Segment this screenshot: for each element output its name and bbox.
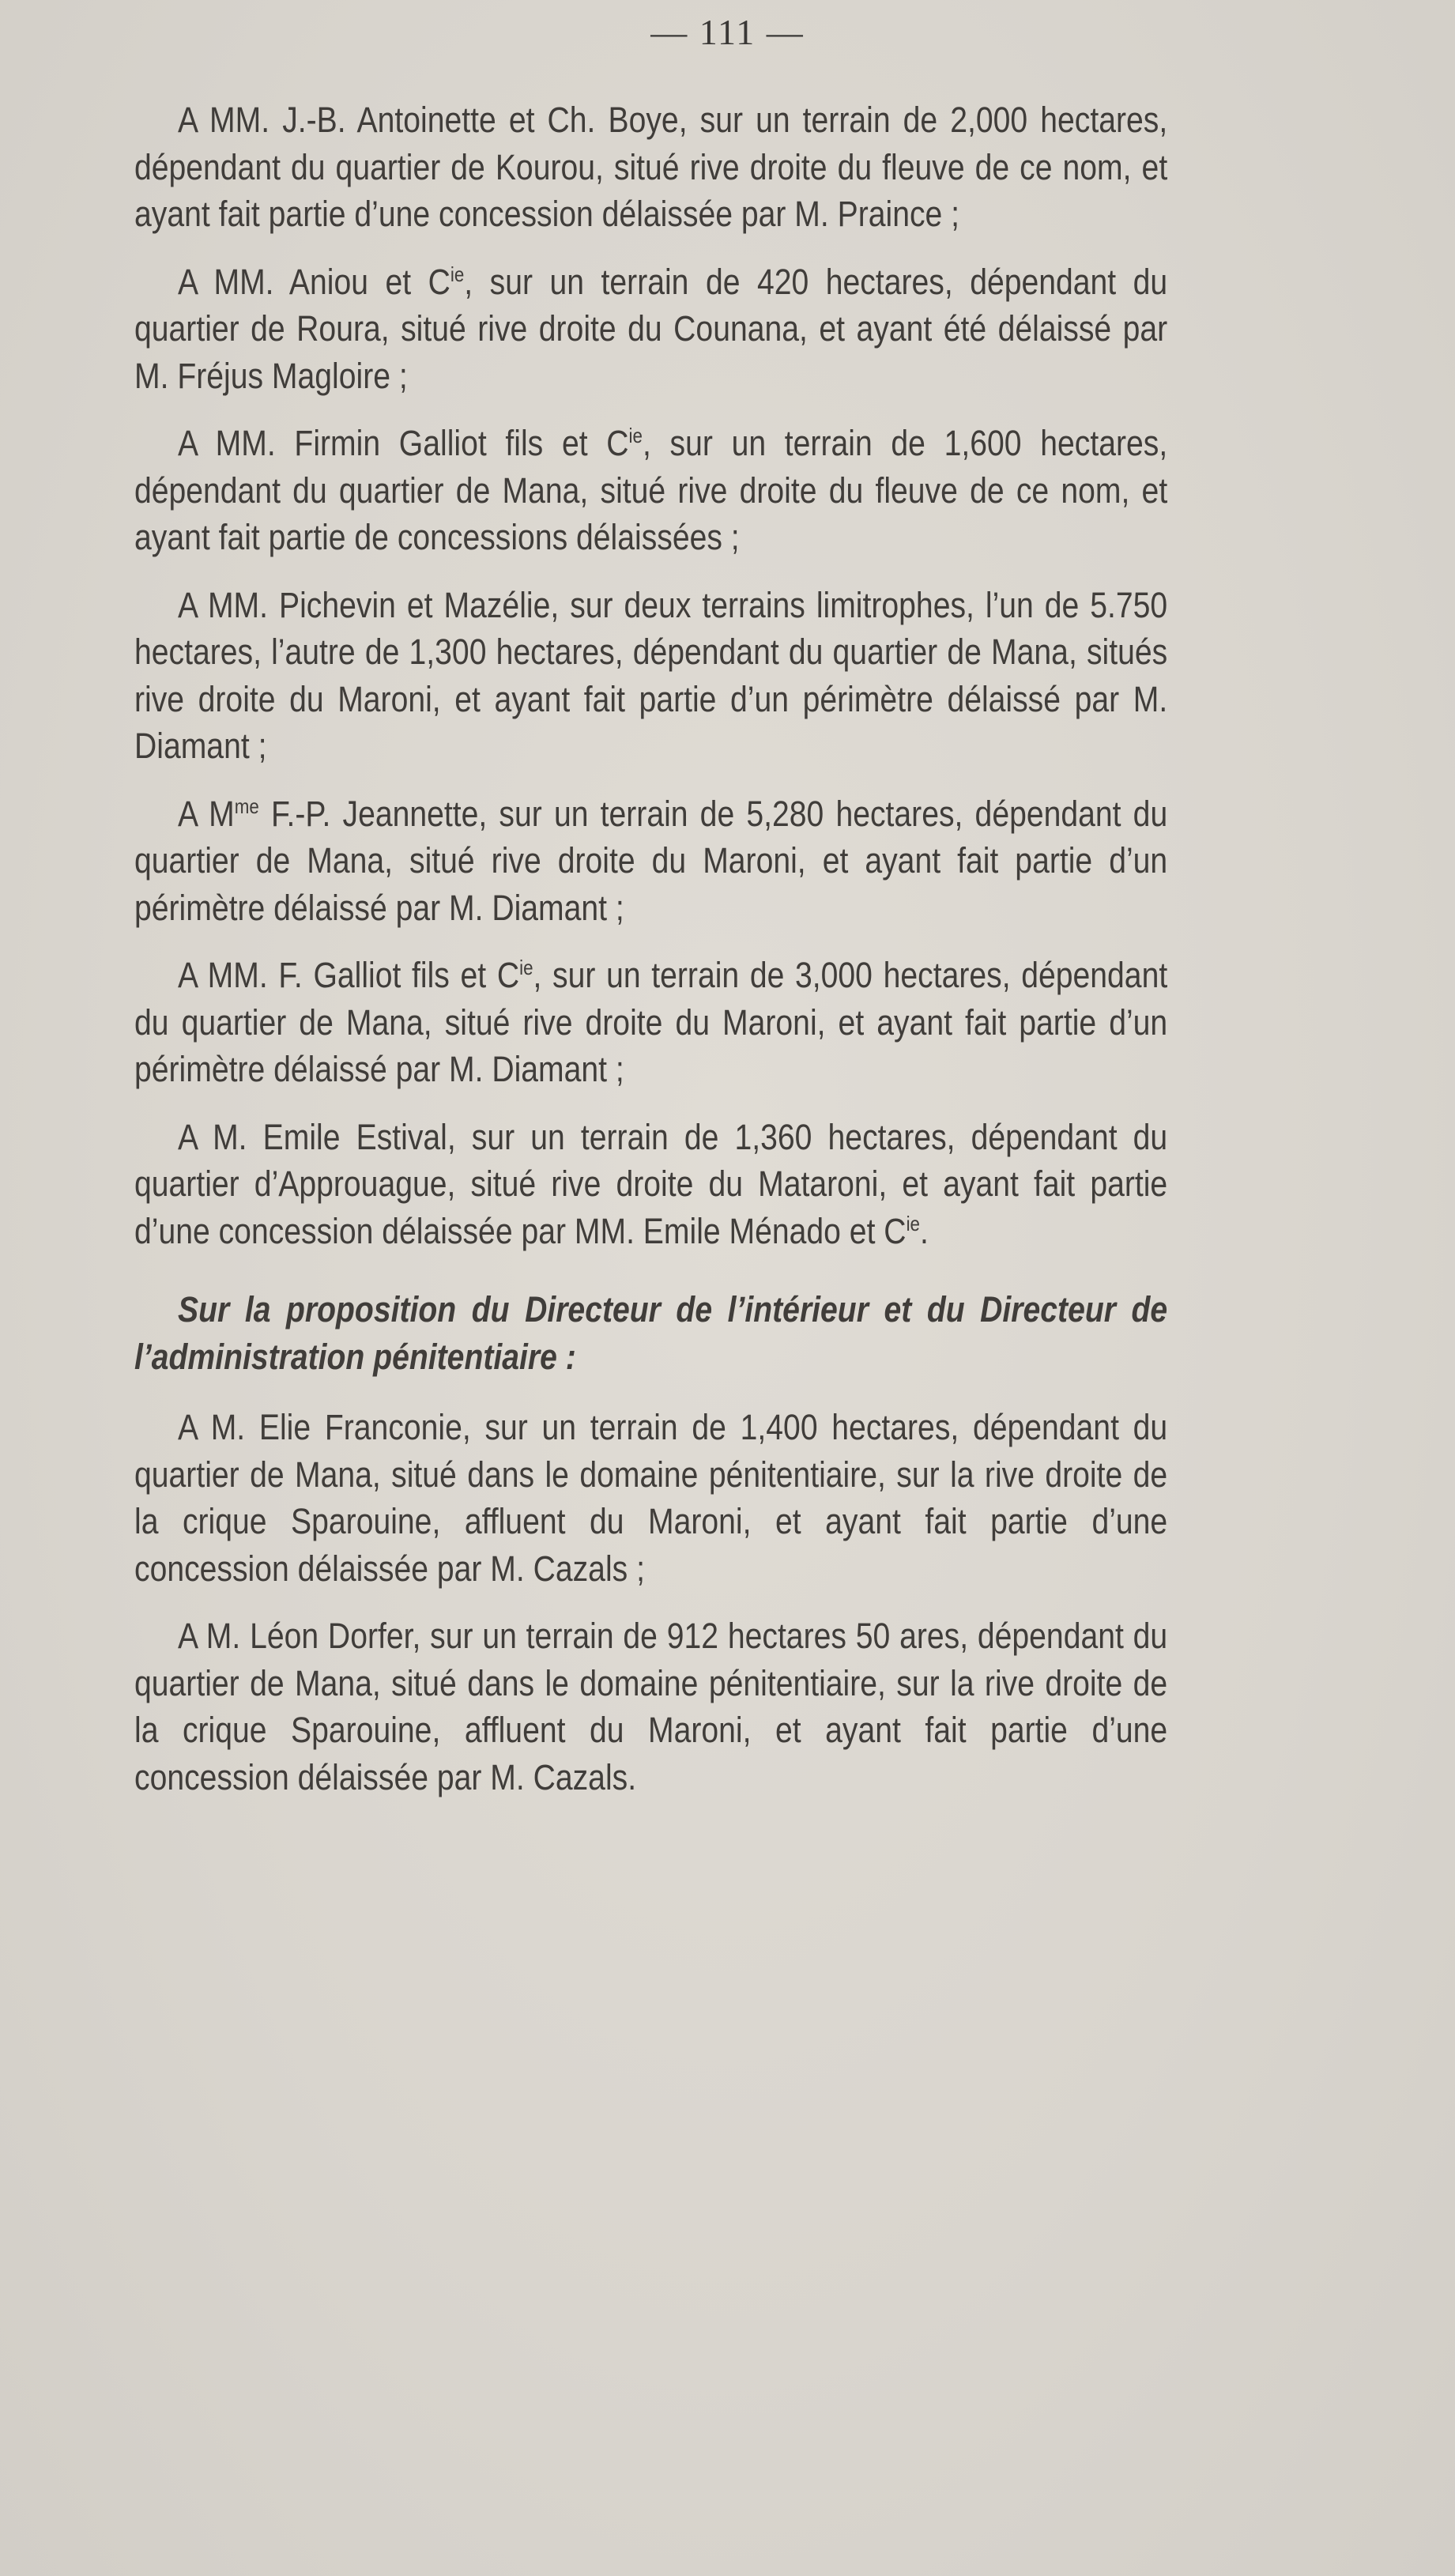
concession-paragraph-estival: A M. Emile Estival, sur un terrain de 1,360 hectares, dépendant du quartier d’Approuague, situé rive droite du Mataroni, et ayant fait partie d’une concession délaissée par MM. Emile Ménado et $C^{ie}$. — [134, 1116, 1168, 1251]
concession-paragraph-aniou: A MM. Aniou et $C^{ie}$, sur un terrain de 420 hectares, dépendant du quartier de Roura, situé rive droite du Counana, et ayant été délaissé par M. Fréjus Magloire ; — [134, 261, 1168, 396]
concession-paragraph-firmin-galliot: A MM. Firmin Galliot fils et $C^{ie}$, sur un terrain de 1,600 hectares, dépendant du quartier de Mana, situé rive droite du fleuve de ce nom, et ayant fait partie de concessions délaissées ; — [134, 423, 1168, 557]
concession-paragraph-dorfer: A M. Léon Dorfer, sur un terrain de 912 hectares 50 ares, dépendant du quartier de Mana, situé dans le domaine pénitentiaire, sur la rive droite de la crique Sparouine, affluent du Maroni, et ayant fait partie d’une concession délaissée par M. Cazals. — [134, 1616, 1168, 1797]
concession-paragraph-jeannette: A $M^{me}$ F.-P. Jeannette, sur un terrain de 5,280 hectares, dépendant du quartier de Mana, situé rive droite du Maroni, et ayant fait partie d’un périmètre délaissé par M. Diamant ; — [134, 793, 1168, 928]
concession-paragraph-franconie: A M. Elie Franconie, sur un terrain de 1,400 hectares, dépendant du quartier de Mana, situé dans le domaine pénitentiaire, sur la rive droite de la crique Sparouine, affluent du Maroni, et ayant fait partie d’une concession délaissée par M. Cazals ; — [134, 1407, 1168, 1589]
concession-paragraph-pichevin: A MM. Pichevin et Mazélie, sur deux terrains limitrophes, l’un de 5.750 hectares, l’autre de 1,300 hectares, dépendant du quartier de Mana, situés rive droite du Maroni, et ayant fait partie d’un périmètre délaissé par M. Diamant ; — [134, 584, 1168, 766]
body-text — [134, 96, 1167, 1821]
concession-paragraph-boye: A MM. J.-B. Antoinette et Ch. Boye, sur un terrain de 2,000 hectares, dépendant du quartier de Kourou, situé rive droite du fleuve de ce nom, et ayant fait partie d’une concession délaissée par M. Praince ; — [134, 100, 1168, 234]
concession-paragraph-f-galliot: A MM. F. Galliot fils et $C^{ie}$, sur un terrain de 3,000 hectares, dépendant du quartier de Mana, situé rive droite du Maroni, et ayant fait partie d’un périmètre délaissé par M. Diamant ; — [134, 955, 1168, 1089]
section-heading: Sur la proposition du Directeur de l’intérieur et du Directeur de l’administration pénitentiaire : — [134, 1289, 1168, 1377]
page-number: — 111 — — [650, 12, 805, 52]
